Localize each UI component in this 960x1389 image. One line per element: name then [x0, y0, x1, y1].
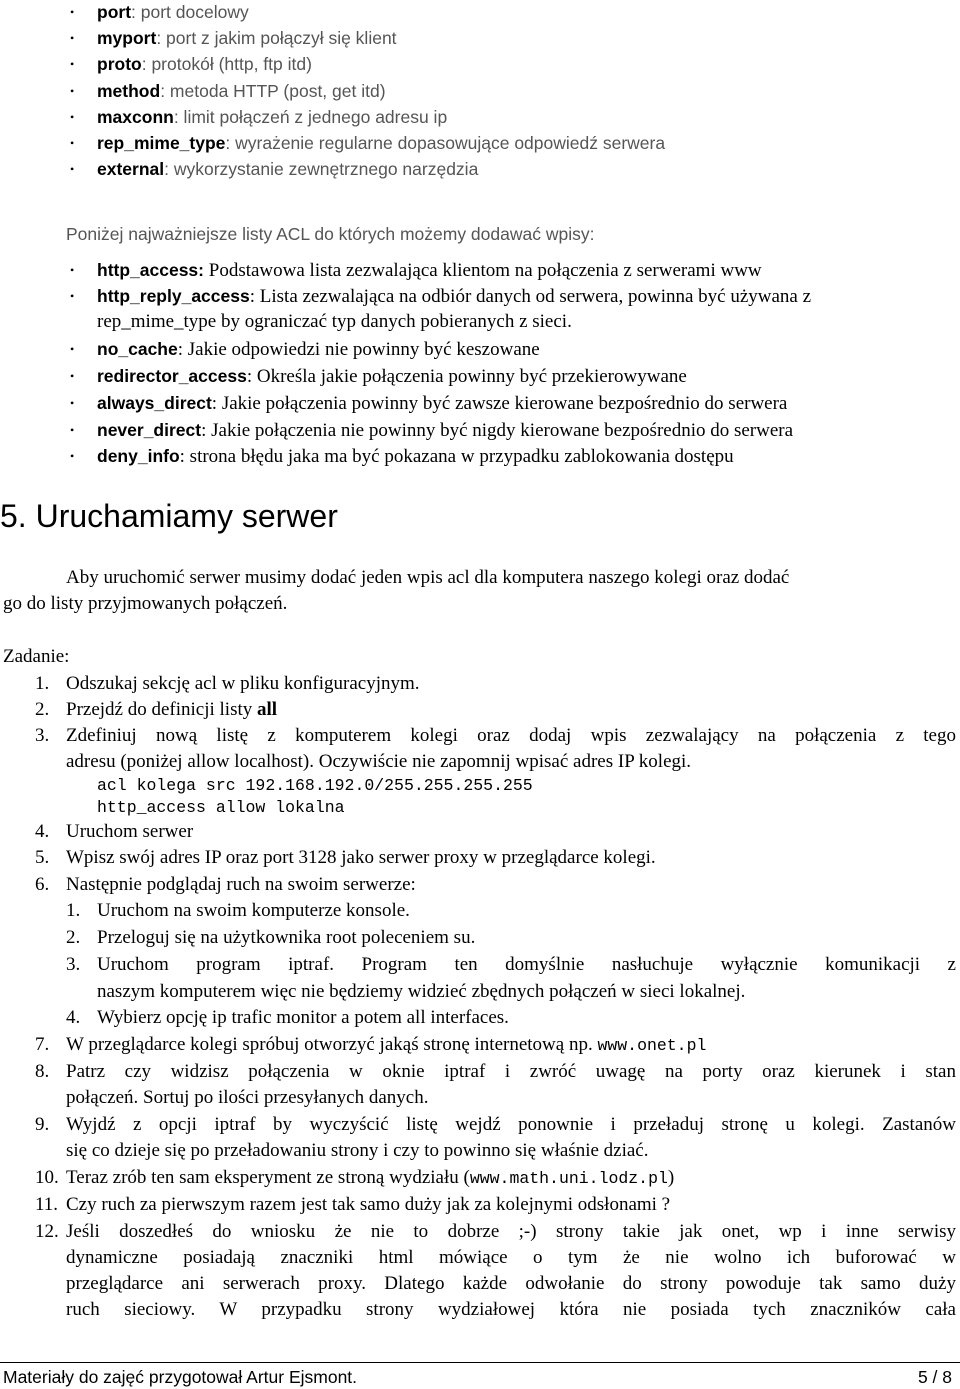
subtask-text: Przeloguj się na użytkownika root poleceniem su.	[97, 927, 476, 948]
task-number: 1.	[35, 673, 50, 694]
subtask-number: 4.	[66, 1007, 81, 1028]
intro-paragraph-line: Aby uruchomić serwer musimy dodać jeden wpis acl dla komputera naszego kolegi oraz dodać	[66, 567, 790, 588]
list-item: maxconn: limit połączeń z jednego adresu ip	[97, 107, 448, 127]
list-item: proto: protokół (http, ftp itd)	[97, 54, 312, 74]
subtask-text: Uruchom na swoim komputerze konsole.	[97, 900, 410, 921]
bullet-icon: •	[70, 369, 75, 383]
task-text: Uruchom serwer	[66, 821, 194, 842]
list-item: method: metoda HTTP (post, get itd)	[97, 81, 386, 101]
footer-page-number: 5 / 8	[917, 1367, 952, 1387]
list-item: always_direct: Jakie połączenia powinny być zawsze kierowane bezpośrednio do serwera	[97, 393, 788, 414]
task-text: przeglądarce ani serwerach proxy. Dlatego każde odwołanie do strony powoduje tak samo duży	[66, 1273, 956, 1294]
task-text: Przejdź do definicji listy all	[66, 699, 278, 720]
bullet-icon: •	[70, 57, 75, 71]
bullet-icon: •	[70, 423, 75, 437]
task-text: połączeń. Sortuj po ilości przesyłanych danych.	[66, 1087, 429, 1108]
task-text: dynamiczne posiadają znaczniki html mówiące o tym że nie wolno ich buforować w	[66, 1247, 956, 1268]
bullet-icon: •	[70, 136, 75, 150]
list-item: no_cache: Jakie odpowiedzi nie powinny być keszowane	[97, 339, 540, 360]
task-number: 4.	[35, 821, 50, 842]
footer-author: Materiały do zajęć przygotował Artur Ejsmont.	[3, 1367, 358, 1387]
bullet-icon: •	[70, 31, 75, 45]
footer-divider	[0, 1362, 960, 1363]
list-item: redirector_access: Określa jakie połączenia powinny być przekierowywane	[97, 366, 687, 387]
code-line: http_access allow lokalna	[97, 798, 345, 817]
list-item-continuation: rep_mime_type by ograniczać typ danych pobieranych z sieci.	[97, 311, 572, 332]
task-number: 9.	[35, 1114, 50, 1135]
code-line: acl kolega src 192.168.192.0/255.255.255.255	[97, 776, 533, 795]
task-text: Wpisz swój adres IP oraz port 3128 jako serwer proxy w przeglądarce kolegi.	[66, 847, 656, 868]
bullet-icon: •	[70, 396, 75, 410]
task-number: 11.	[35, 1194, 59, 1215]
list-item: http_access: Podstawowa lista zezwalająca klientom na połączenia z serwerami www	[97, 260, 762, 281]
task-number: 10.	[35, 1167, 59, 1188]
task-text: Odszukaj sekcję acl w pliku konfiguracyjnym.	[66, 673, 420, 694]
task-number: 12.	[35, 1221, 59, 1242]
task-text: Następnie podglądaj ruch na swoim serwerze:	[66, 874, 416, 895]
bullet-icon: •	[70, 263, 75, 277]
bullet-icon: •	[70, 342, 75, 356]
section-title: 5. Uruchamiamy serwer	[0, 498, 338, 534]
list-item: http_reply_access: Lista zezwalająca na odbiór danych od serwera, powinna być używana z	[97, 286, 812, 307]
list-item: deny_info: strona błędu jaka ma być pokazana w przypadku zablokowania dostępu	[97, 446, 734, 467]
subtask-text: Uruchom program iptraf. Program ten domyślnie nasłuchuje wyłącznie komunikacji z	[97, 954, 956, 975]
task-number: 3.	[35, 725, 50, 746]
list-item: external: wykorzystanie zewnętrznego narzędzia	[97, 159, 479, 179]
subtask-text: naszym komputerem więc nie będziemy widzieć zbędnych połączeń w sieci lokalnej.	[97, 981, 746, 1002]
task-text: Zdefiniuj nową listę z komputerem kolegi oraz dodaj wpis zezwalający na połączenia z tego	[66, 725, 956, 746]
task-number: 2.	[35, 699, 50, 720]
bullet-icon: •	[70, 110, 75, 124]
list-item: port: port docelowy	[97, 2, 249, 22]
subtask-number: 3.	[66, 954, 81, 975]
list-item: myport: port z jakim połączył się klient	[97, 28, 397, 48]
bullet-icon: •	[70, 84, 75, 98]
task-text: adresu (poniżej allow localhost). Oczywiście nie zapomnij wpisać adres IP kolegi.	[66, 751, 692, 772]
bullet-icon: •	[70, 5, 75, 19]
task-text: się co dzieje się po przeładowaniu strony i czy to powinno się właśnie dziać.	[66, 1140, 649, 1161]
list-item: rep_mime_type: wyrażenie regularne dopasowujące odpowiedź serwera	[97, 133, 666, 153]
bullet-icon: •	[70, 289, 75, 303]
task-number: 5.	[35, 847, 50, 868]
task-number: 7.	[35, 1034, 50, 1055]
task-text: Jeśli doszedłeś do wniosku że nie to dobrze ;-) strony takie jak onet, wp i inne serwisy	[66, 1221, 956, 1242]
task-text: W przeglądarce kolegi spróbuj otworzyć jakąś stronę internetową np. www.onet.pl	[66, 1034, 707, 1055]
list-item: never_direct: Jakie połączenia nie powinny być nigdy kierowane bezpośrednio do serwera	[97, 420, 794, 441]
task-number: 8.	[35, 1061, 50, 1082]
intro-paragraph-line: go do listy przyjmowanych połączeń.	[3, 593, 288, 614]
subtask-number: 1.	[66, 900, 81, 921]
task-text: ruch sieciowy. W przypadku strony wydziałowej która nie posiada tych znaczników cała	[66, 1299, 956, 1320]
acl-intro: Poniżej najważniejsze listy ACL do których możemy dodawać wpisy:	[66, 224, 595, 244]
bullet-icon: •	[70, 162, 75, 176]
subtask-text: Wybierz opcję ip trafic monitor a potem all interfaces.	[97, 1007, 509, 1028]
bullet-icon: •	[70, 449, 75, 463]
subtask-number: 2.	[66, 927, 81, 948]
task-text: Wyjdź z opcji iptraf by wyczyścić listę wejdź ponownie i przeładuj stronę u kolegi. Zastanów	[66, 1114, 956, 1135]
task-label: Zadanie:	[3, 646, 70, 667]
task-text: Teraz zrób ten sam eksperyment ze stroną wydziału (www.math.uni.lodz.pl)	[66, 1167, 675, 1188]
task-number: 6.	[35, 874, 50, 895]
task-text: Czy ruch za pierwszym razem jest tak samo duży jak za kolejnymi odsłonami ?	[66, 1194, 671, 1215]
task-text: Patrz czy widzisz połączenia w oknie iptraf i zwróć uwagę na porty oraz kierunek i stan	[66, 1061, 956, 1082]
